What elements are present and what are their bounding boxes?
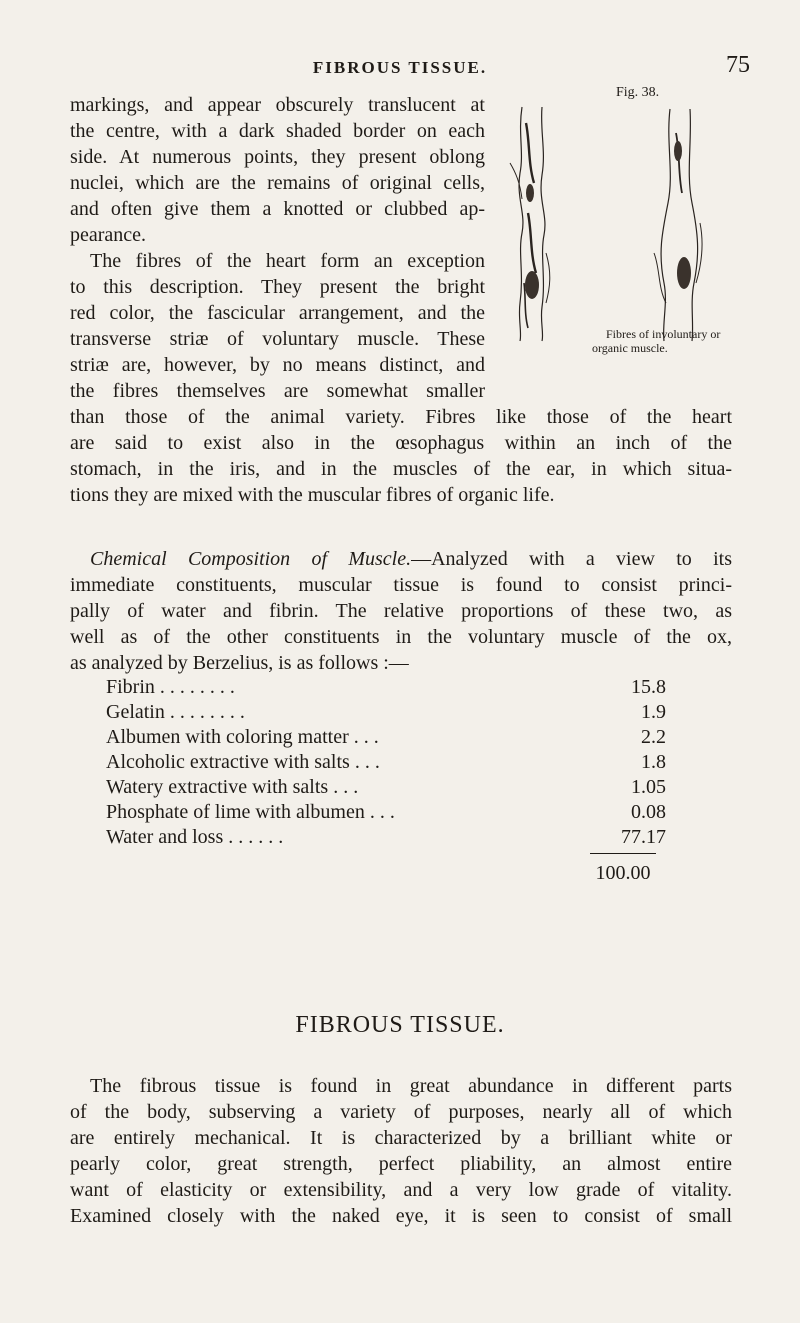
text-line: markings, and appear obscurely translucent at (70, 94, 485, 116)
text-line: as analyzed by Berzelius, is as follows :— (70, 652, 409, 674)
text-line: transverse striæ of voluntary muscle. These (70, 328, 485, 350)
constituent-value: 1.9 (641, 701, 666, 723)
constituent-value: 1.8 (641, 751, 666, 773)
constituent-value: 2.2 (641, 726, 666, 748)
constituent-value: 1.05 (631, 776, 666, 798)
text-line (70, 546, 732, 572)
table-row (106, 676, 666, 701)
fibre-nucleus (526, 184, 534, 202)
text-line: than those of the animal variety. Fibres like those of the heart (70, 406, 732, 428)
table-row (106, 726, 666, 751)
muscle-fibres-illustration (480, 103, 750, 343)
text-line: pearance. (70, 224, 147, 246)
composition-table (106, 676, 666, 851)
text-line: side. At numerous points, they present oblong (70, 146, 485, 168)
text-fragment: —Analyzed with a view to its (411, 548, 732, 570)
text-line: The fibres of the heart form an exception (90, 250, 485, 272)
paragraph-fibrous-tissue (70, 1073, 732, 1229)
text-line: The fibrous tissue is found in great abundance in different parts (90, 1075, 732, 1097)
text-line: red color, the fascicular arrangement, and the (70, 302, 485, 324)
constituent-name: Watery extractive with salts . . . (106, 776, 359, 798)
table-row (106, 701, 666, 726)
constituent-value: 77.17 (621, 826, 666, 848)
figure-label: Fig. 38. (616, 85, 660, 100)
text-line: to this description. They present the bright (70, 276, 485, 298)
text-line: of the body, subserving a variety of purposes, nearly all of which (70, 1101, 732, 1123)
text-line: tions they are mixed with the muscular fibres of organic life. (70, 484, 555, 506)
text-line: striæ are, however, by no means distinct, and (70, 354, 485, 376)
text-line: stomach, in the iris, and in the muscles of the ear, in which situa- (70, 458, 732, 480)
text-line: immediate constituents, muscular tissue is found to consist princi- (70, 574, 732, 596)
caption-line: Fibres of involuntary or (606, 327, 721, 341)
paragraph-chemical-composition (70, 546, 732, 676)
constituent-name: Gelatin . . . . . . . . (106, 701, 245, 723)
text-line: nuclei, which are the remains of original cells, (70, 172, 485, 194)
text-line: are entirely mechanical. It is characterized by a brilliant white or (70, 1127, 732, 1149)
constituent-name: Albumen with coloring matter . . . (106, 726, 379, 748)
text-line: and often give them a knotted or clubbed ap- (70, 198, 485, 220)
text-line: pally of water and fibrin. The relative proportions of these two, as (70, 600, 732, 622)
constituent-name: Water and loss . . . . . . (106, 826, 284, 848)
table-row (106, 801, 666, 826)
running-head: FIBROUS TISSUE. (312, 58, 488, 77)
constituent-name: Phosphate of lime with albumen . . . (106, 801, 395, 823)
fibre-nucleus (677, 257, 691, 289)
fibre-nucleus (674, 141, 682, 161)
figure-38 (480, 85, 750, 355)
constituent-value: 0.08 (631, 801, 666, 823)
composition-total: 100.00 (595, 862, 651, 884)
caption-line: organic muscle. (592, 341, 668, 355)
table-row (106, 826, 666, 851)
text-line: pearly color, great strength, perfect pliability, an almost entire (70, 1153, 732, 1175)
page-number: 75 (726, 52, 750, 78)
table-row (106, 751, 666, 776)
constituent-value: 15.8 (631, 676, 666, 698)
italic-heading: Chemical Composition of Muscle. (90, 548, 412, 570)
section-heading: FIBROUS TISSUE. (295, 1012, 505, 1038)
fibre-nucleus (525, 271, 539, 299)
total-rule (590, 853, 656, 854)
text-line: are said to exist also in the œsophagus within an inch of the (70, 432, 732, 454)
constituent-name: Fibrin . . . . . . . . (106, 676, 235, 698)
text-line: Examined closely with the naked eye, it is seen to consist of small (70, 1205, 732, 1227)
fibre-left (510, 107, 550, 341)
text-line: the centre, with a dark shaded border on each (70, 120, 485, 142)
figure-caption (592, 327, 762, 355)
constituent-name: Alcoholic extractive with salts . . . (106, 751, 380, 773)
text-line: want of elasticity or extensibility, and a very low grade of vitality. (70, 1179, 732, 1201)
text-line: the fibres themselves are somewhat smaller (70, 380, 485, 402)
text-line: well as of the other constituents in the voluntary muscle of the ox, (70, 626, 732, 648)
table-row (106, 776, 666, 801)
